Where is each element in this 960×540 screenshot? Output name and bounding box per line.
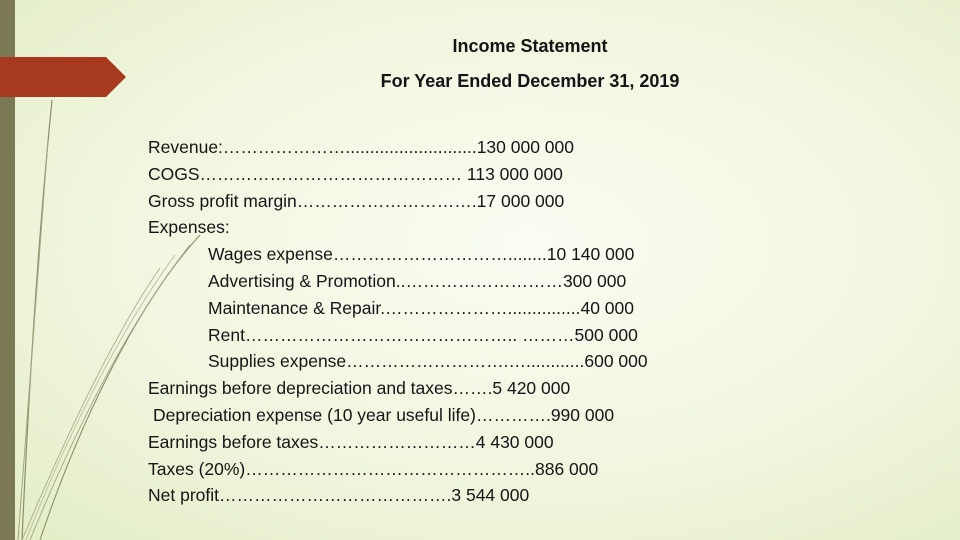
line-ebt: Earnings before taxes………………………4 430 000 (148, 431, 554, 452)
line-depreciation: Depreciation expense (10 year useful life)………….990 000 (153, 404, 615, 425)
line-net-profit: Net profit………………………………….3 544 000 (148, 485, 530, 506)
line-revenue: Revenue:…………………...........................130 000 000 (148, 137, 575, 157)
line-wages-expense: Wages expense…………………………........10 140 000 (208, 244, 635, 265)
statement-lines (148, 134, 708, 509)
page-subtitle: For Year Ended December 31, 2019 (380, 71, 680, 91)
line-advertising: Advertising & Promotion..………………………300 000 (208, 270, 627, 291)
line-taxes: Taxes (20%)…………………………………………..886 000 (148, 458, 599, 479)
page-title: Income Statement (452, 36, 608, 56)
line-rent: Rent……………………………………….. ………500 000 (208, 324, 638, 345)
line-gross-profit: Gross profit margin………………………….17 000 000 (148, 190, 565, 211)
line-expenses-heading: Expenses: (148, 217, 230, 238)
line-cogs: COGS……………………………………… 113 000 000 (148, 163, 563, 184)
line-supplies: Supplies expense……………………….…............600 000 (208, 351, 648, 372)
line-ebdt: Earnings before depreciation and taxes…….5 420 000 (148, 378, 571, 399)
line-maintenance: Maintenance & Repair.…………………...............40 000 (208, 297, 635, 318)
